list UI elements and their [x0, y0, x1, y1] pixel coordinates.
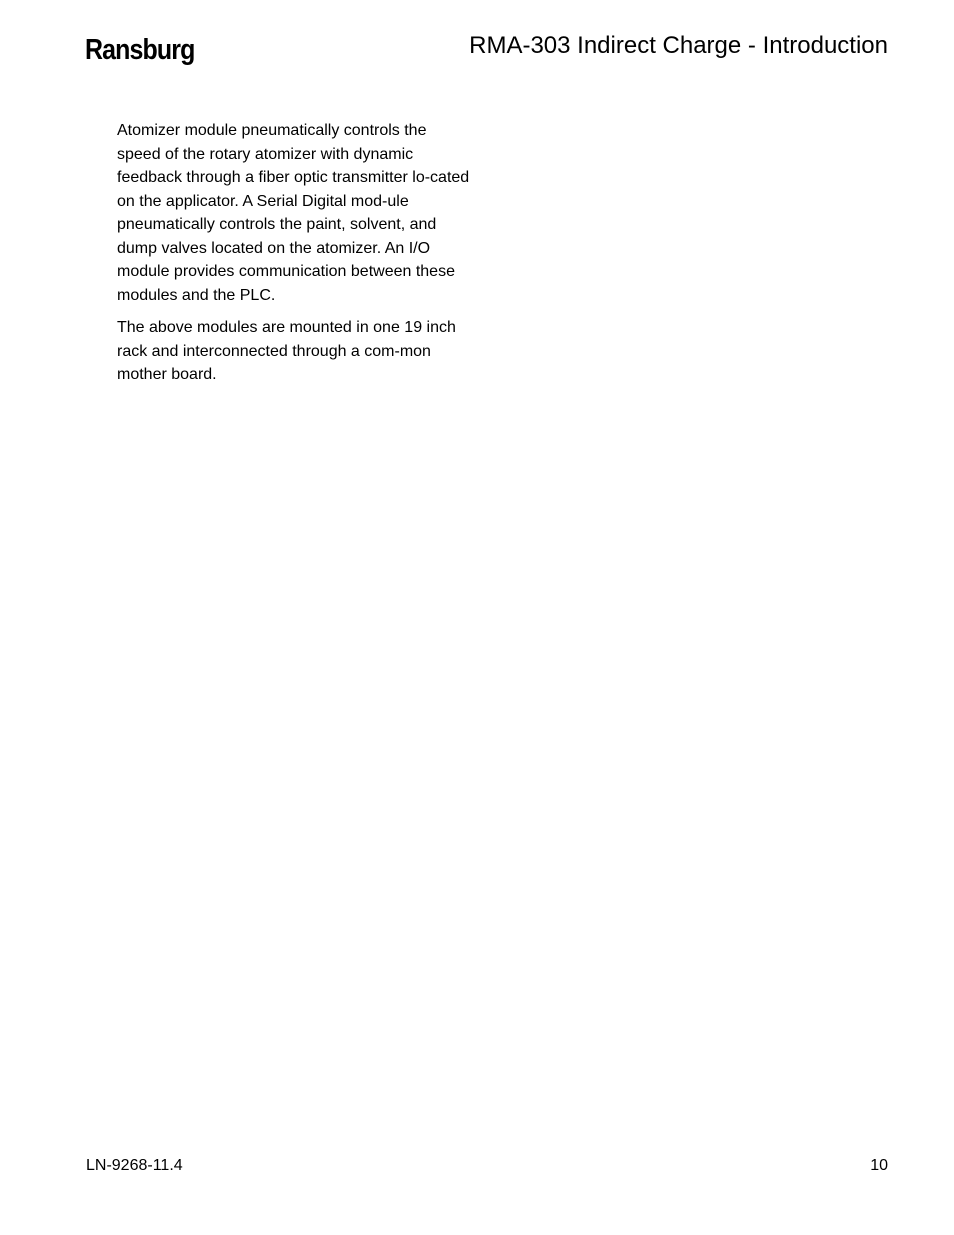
- paragraph-1: Atomizer module pneumatically controls the speed of the rotary atomizer with dynamic feedback through a fiber optic transmitter lo-cated on the applicator. A Serial Digital mod-ule pneumatically controls the paint, solvent, and dump valves located on the atomizer. An I/O module provides communication between these modules and the PLC.: [117, 122, 470, 304]
- page-header-title: RMA-303 Indirect Charge - Introduction: [469, 32, 888, 59]
- paragraph-2: The above modules are mounted in one 19 inch rack and interconnected through a com-mon mother board.: [117, 319, 456, 383]
- page-number: 10: [870, 1157, 888, 1174]
- ransburg-logo: Ransburg: [85, 34, 195, 66]
- body-text: [117, 119, 471, 396]
- document-number: LN-9268-11.4: [86, 1157, 183, 1174]
